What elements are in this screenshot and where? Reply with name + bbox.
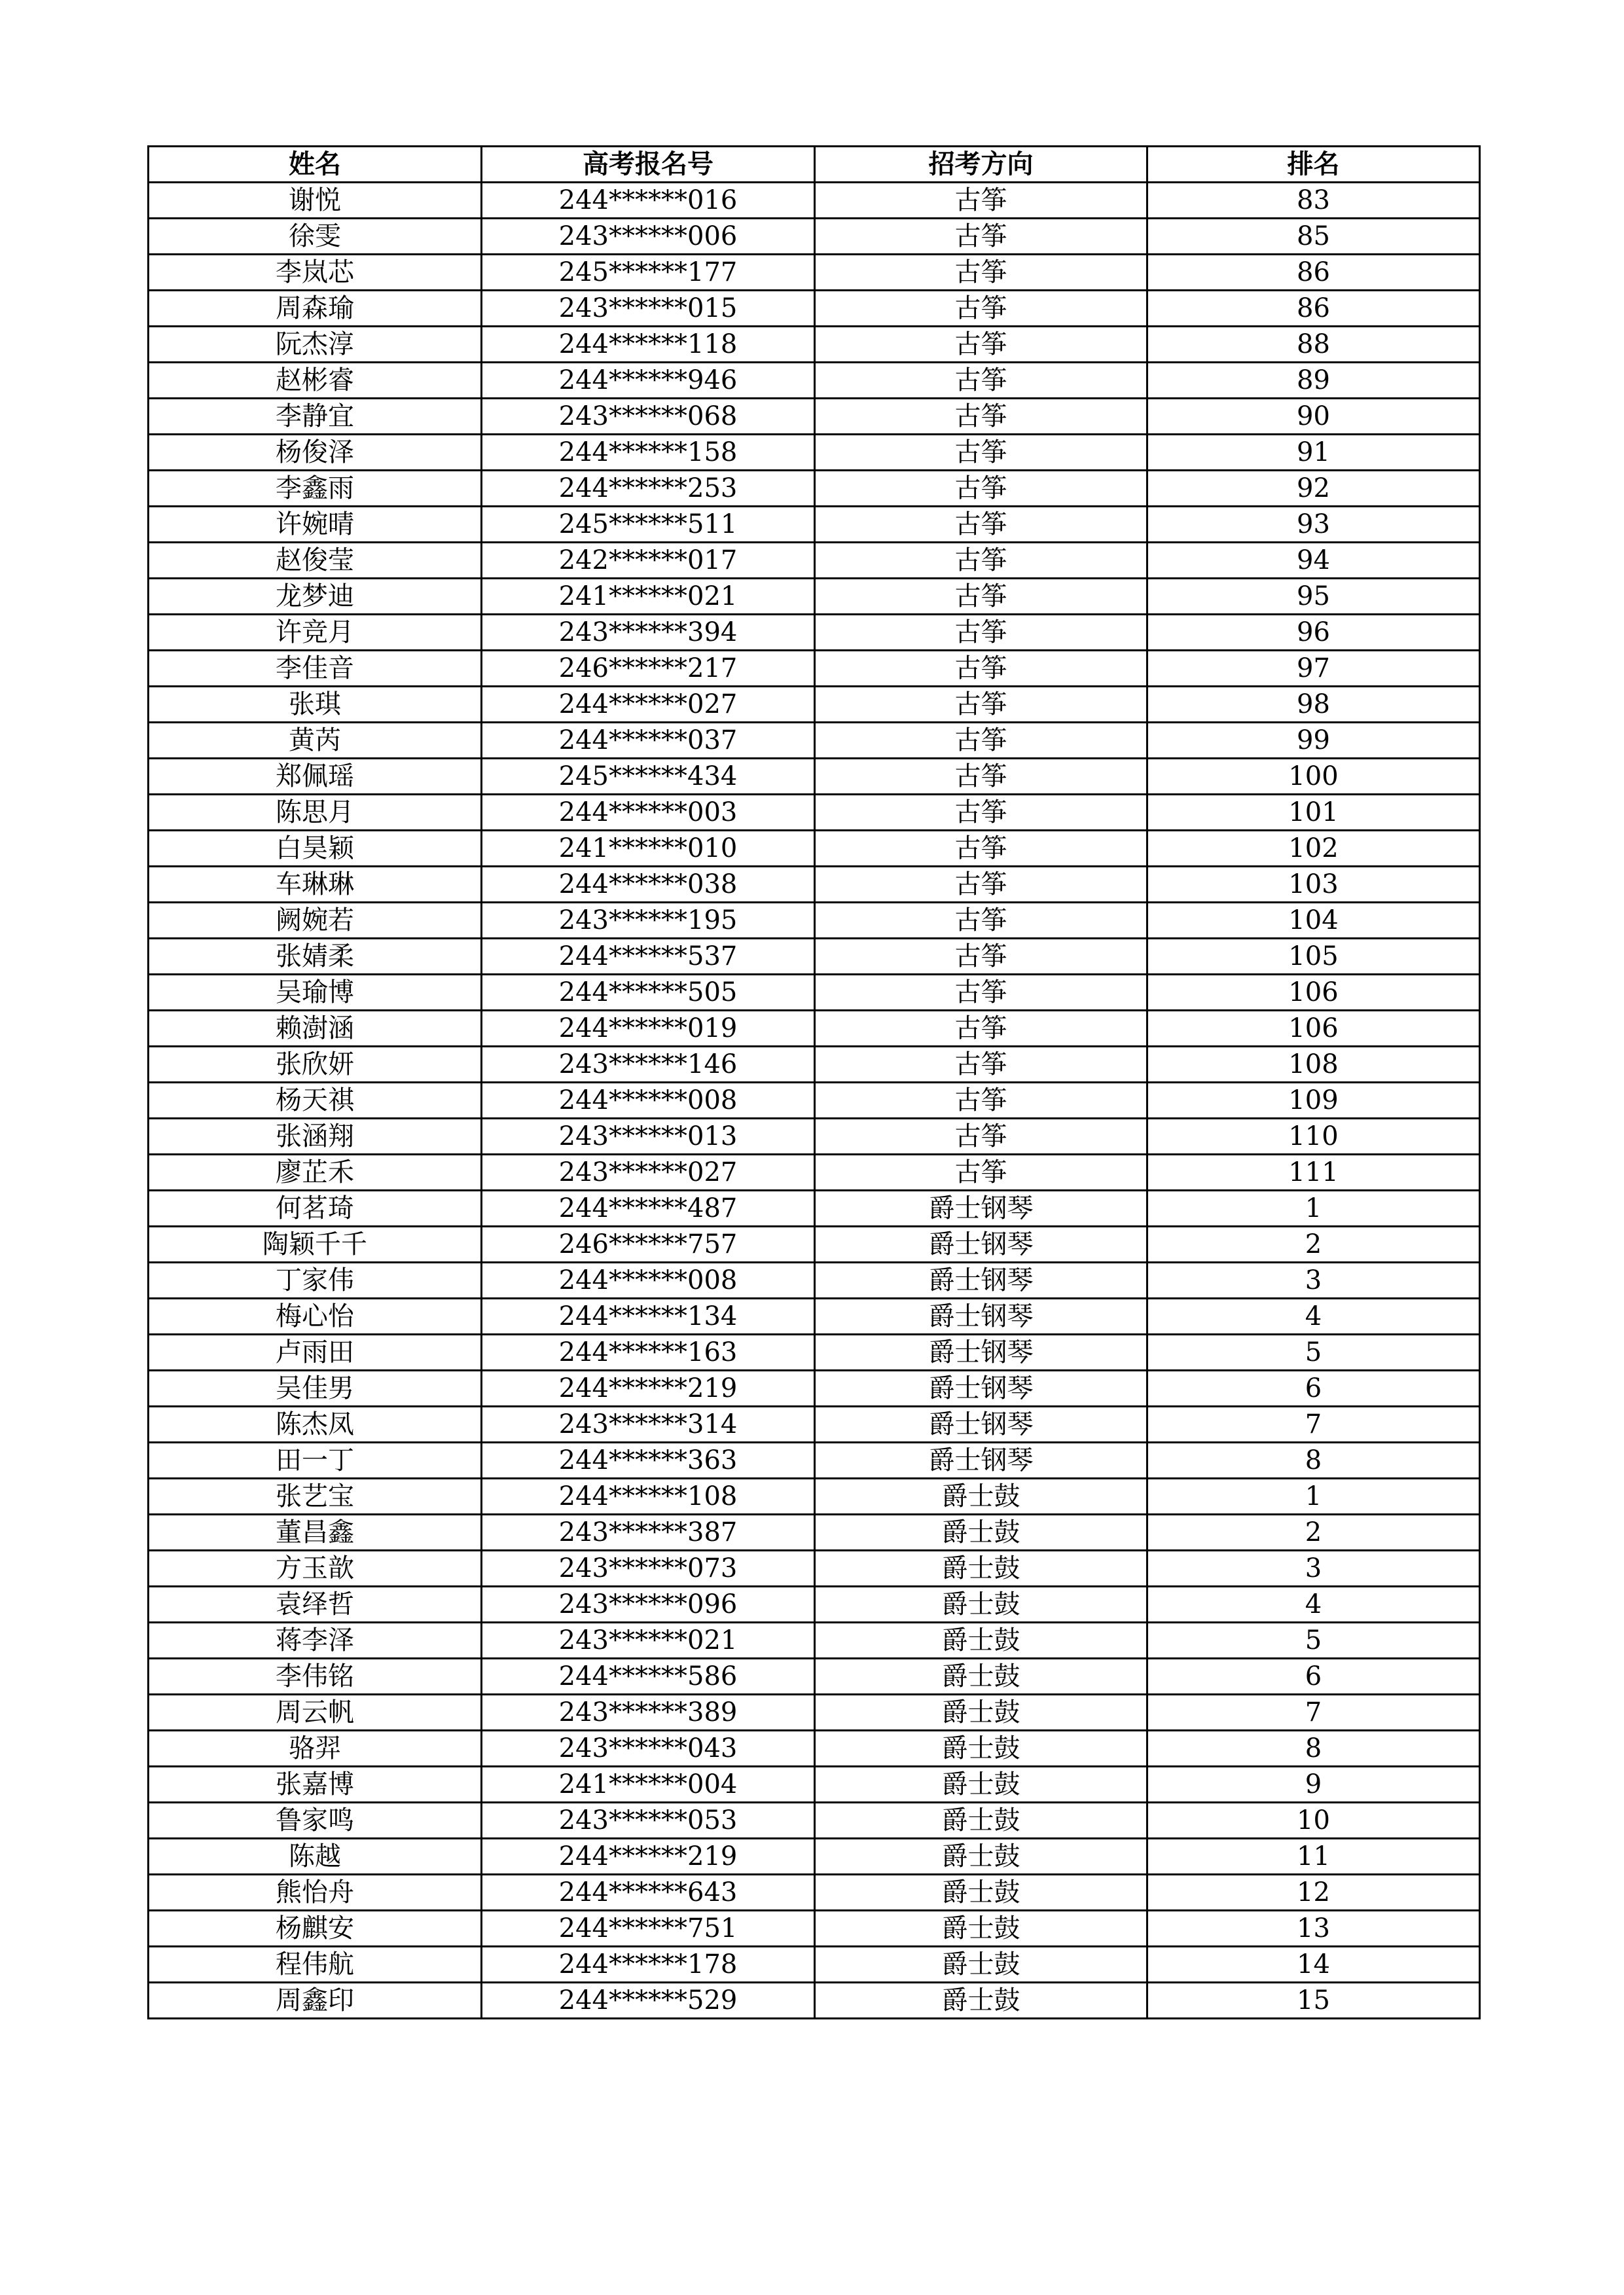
cell-direction: 古筝 — [815, 543, 1147, 579]
cell-rank: 105 — [1147, 939, 1480, 975]
table-row — [149, 543, 1480, 579]
cell-direction: 古筝 — [815, 363, 1147, 399]
table-row — [149, 327, 1480, 363]
cell-registration-number: 244******253 — [482, 471, 815, 507]
cell-rank: 102 — [1147, 831, 1480, 867]
header-name: 姓名 — [149, 147, 482, 183]
cell-name: 许婉晴 — [149, 507, 482, 543]
cell-name: 杨天祺 — [149, 1083, 482, 1119]
cell-registration-number: 244******027 — [482, 687, 815, 723]
table-row — [149, 1875, 1480, 1911]
cell-rank: 15 — [1147, 1983, 1480, 2019]
cell-rank: 98 — [1147, 687, 1480, 723]
cell-registration-number: 244******487 — [482, 1191, 815, 1227]
cell-registration-number: 241******021 — [482, 579, 815, 615]
cell-direction: 古筝 — [815, 939, 1147, 975]
cell-name: 陈越 — [149, 1839, 482, 1875]
cell-direction: 古筝 — [815, 867, 1147, 903]
cell-registration-number: 241******010 — [482, 831, 815, 867]
cell-direction: 古筝 — [815, 1047, 1147, 1083]
cell-direction: 古筝 — [815, 507, 1147, 543]
cell-name: 杨俊泽 — [149, 435, 482, 471]
cell-rank: 89 — [1147, 363, 1480, 399]
table-row — [149, 507, 1480, 543]
cell-name: 熊怡舟 — [149, 1875, 482, 1911]
cell-registration-number: 244******118 — [482, 327, 815, 363]
table-row — [149, 795, 1480, 831]
cell-registration-number: 243******096 — [482, 1587, 815, 1623]
cell-rank: 85 — [1147, 219, 1480, 255]
table-row — [149, 1803, 1480, 1839]
table-row — [149, 1731, 1480, 1767]
cell-rank: 1 — [1147, 1191, 1480, 1227]
cell-registration-number: 243******389 — [482, 1695, 815, 1731]
cell-registration-number: 243******314 — [482, 1407, 815, 1443]
cell-registration-number: 244******537 — [482, 939, 815, 975]
cell-name: 陈杰凤 — [149, 1407, 482, 1443]
cell-name: 李佳音 — [149, 651, 482, 687]
cell-rank: 88 — [1147, 327, 1480, 363]
table-row — [149, 1443, 1480, 1479]
table-row — [149, 1407, 1480, 1443]
table-row — [149, 1695, 1480, 1731]
cell-registration-number: 244******016 — [482, 183, 815, 219]
cell-name: 吴瑜博 — [149, 975, 482, 1011]
cell-rank: 95 — [1147, 579, 1480, 615]
cell-rank: 13 — [1147, 1911, 1480, 1947]
cell-rank: 5 — [1147, 1335, 1480, 1371]
table-row — [149, 903, 1480, 939]
table-row — [149, 1263, 1480, 1299]
cell-name: 方玉歆 — [149, 1551, 482, 1587]
cell-direction: 爵士鼓 — [815, 1767, 1147, 1803]
table-row — [149, 1191, 1480, 1227]
cell-direction: 古筝 — [815, 399, 1147, 435]
cell-direction: 古筝 — [815, 219, 1147, 255]
cell-rank: 103 — [1147, 867, 1480, 903]
cell-rank: 111 — [1147, 1155, 1480, 1191]
cell-rank: 100 — [1147, 759, 1480, 795]
table-row — [149, 219, 1480, 255]
cell-direction: 古筝 — [815, 831, 1147, 867]
cell-rank: 3 — [1147, 1551, 1480, 1587]
cell-direction: 古筝 — [815, 903, 1147, 939]
cell-name: 张艺宝 — [149, 1479, 482, 1515]
table-row — [149, 291, 1480, 327]
cell-name: 杨麒安 — [149, 1911, 482, 1947]
cell-direction: 爵士鼓 — [815, 1731, 1147, 1767]
cell-rank: 83 — [1147, 183, 1480, 219]
cell-registration-number: 244******643 — [482, 1875, 815, 1911]
cell-rank: 96 — [1147, 615, 1480, 651]
cell-rank: 5 — [1147, 1623, 1480, 1659]
table-row — [149, 1515, 1480, 1551]
cell-direction: 爵士钢琴 — [815, 1191, 1147, 1227]
cell-direction: 古筝 — [815, 435, 1147, 471]
cell-rank: 101 — [1147, 795, 1480, 831]
table-header — [149, 147, 1480, 183]
cell-name: 李伟铭 — [149, 1659, 482, 1695]
cell-name: 周云帆 — [149, 1695, 482, 1731]
cell-name: 张嘉博 — [149, 1767, 482, 1803]
cell-registration-number: 243******146 — [482, 1047, 815, 1083]
table-row — [149, 1119, 1480, 1155]
table-row — [149, 1011, 1480, 1047]
cell-name: 李鑫雨 — [149, 471, 482, 507]
cell-name: 徐雯 — [149, 219, 482, 255]
cell-registration-number: 244******108 — [482, 1479, 815, 1515]
table-row — [149, 975, 1480, 1011]
cell-rank: 91 — [1147, 435, 1480, 471]
table-row — [149, 615, 1480, 651]
cell-rank: 106 — [1147, 1011, 1480, 1047]
cell-name: 赵俊莹 — [149, 543, 482, 579]
cell-registration-number: 244******219 — [482, 1371, 815, 1407]
cell-direction: 爵士钢琴 — [815, 1299, 1147, 1335]
cell-registration-number: 246******757 — [482, 1227, 815, 1263]
cell-name: 李静宜 — [149, 399, 482, 435]
cell-registration-number: 244******037 — [482, 723, 815, 759]
cell-rank: 109 — [1147, 1083, 1480, 1119]
cell-direction: 爵士鼓 — [815, 1479, 1147, 1515]
cell-name: 廖芷禾 — [149, 1155, 482, 1191]
table-row — [149, 1227, 1480, 1263]
cell-registration-number: 243******195 — [482, 903, 815, 939]
cell-direction: 古筝 — [815, 975, 1147, 1011]
cell-rank: 93 — [1147, 507, 1480, 543]
cell-name: 张婧柔 — [149, 939, 482, 975]
cell-registration-number: 244******586 — [482, 1659, 815, 1695]
cell-direction: 古筝 — [815, 723, 1147, 759]
cell-name: 赖澍涵 — [149, 1011, 482, 1047]
cell-rank: 86 — [1147, 291, 1480, 327]
cell-direction: 古筝 — [815, 471, 1147, 507]
table-row — [149, 183, 1480, 219]
cell-registration-number: 243******021 — [482, 1623, 815, 1659]
table-row — [149, 1083, 1480, 1119]
cell-rank: 9 — [1147, 1767, 1480, 1803]
cell-direction: 爵士钢琴 — [815, 1263, 1147, 1299]
cell-registration-number: 243******068 — [482, 399, 815, 435]
ranking-table — [147, 145, 1481, 2019]
cell-direction: 爵士钢琴 — [815, 1407, 1147, 1443]
cell-direction: 爵士鼓 — [815, 1623, 1147, 1659]
cell-name: 黄芮 — [149, 723, 482, 759]
cell-registration-number: 245******434 — [482, 759, 815, 795]
cell-name: 阮杰淳 — [149, 327, 482, 363]
cell-rank: 110 — [1147, 1119, 1480, 1155]
table-row — [149, 1479, 1480, 1515]
cell-direction: 爵士鼓 — [815, 1839, 1147, 1875]
cell-name: 周鑫印 — [149, 1983, 482, 2019]
cell-rank: 7 — [1147, 1407, 1480, 1443]
cell-rank: 104 — [1147, 903, 1480, 939]
cell-registration-number: 244******158 — [482, 435, 815, 471]
table-row — [149, 471, 1480, 507]
cell-direction: 爵士鼓 — [815, 1695, 1147, 1731]
cell-direction: 古筝 — [815, 1083, 1147, 1119]
header-registration-number: 高考报名号 — [482, 147, 815, 183]
cell-registration-number: 243******027 — [482, 1155, 815, 1191]
cell-registration-number: 244******008 — [482, 1263, 815, 1299]
cell-rank: 2 — [1147, 1515, 1480, 1551]
table-row — [149, 687, 1480, 723]
table-row — [149, 1911, 1480, 1947]
cell-rank: 8 — [1147, 1443, 1480, 1479]
table-body — [149, 183, 1480, 2019]
cell-direction: 古筝 — [815, 687, 1147, 723]
cell-rank: 94 — [1147, 543, 1480, 579]
cell-name: 张涵翔 — [149, 1119, 482, 1155]
cell-direction: 古筝 — [815, 579, 1147, 615]
cell-direction: 古筝 — [815, 651, 1147, 687]
table-row — [149, 255, 1480, 291]
cell-rank: 4 — [1147, 1587, 1480, 1623]
cell-direction: 爵士钢琴 — [815, 1227, 1147, 1263]
cell-direction: 爵士鼓 — [815, 1947, 1147, 1983]
table-row — [149, 399, 1480, 435]
cell-rank: 106 — [1147, 975, 1480, 1011]
cell-direction: 古筝 — [815, 795, 1147, 831]
cell-name: 丁家伟 — [149, 1263, 482, 1299]
cell-direction: 爵士鼓 — [815, 1911, 1147, 1947]
cell-rank: 4 — [1147, 1299, 1480, 1335]
table-row — [149, 1659, 1480, 1695]
table-row — [149, 651, 1480, 687]
cell-registration-number: 245******511 — [482, 507, 815, 543]
cell-rank: 6 — [1147, 1371, 1480, 1407]
header-row — [149, 147, 1480, 183]
cell-registration-number: 244******134 — [482, 1299, 815, 1335]
cell-direction: 古筝 — [815, 1155, 1147, 1191]
cell-direction: 爵士鼓 — [815, 1515, 1147, 1551]
cell-rank: 6 — [1147, 1659, 1480, 1695]
cell-direction: 爵士鼓 — [815, 1551, 1147, 1587]
table-row — [149, 867, 1480, 903]
cell-name: 骆羿 — [149, 1731, 482, 1767]
cell-registration-number: 244******019 — [482, 1011, 815, 1047]
cell-registration-number: 242******017 — [482, 543, 815, 579]
table-row — [149, 1047, 1480, 1083]
table-row — [149, 759, 1480, 795]
header-rank: 排名 — [1147, 147, 1480, 183]
cell-name: 郑佩瑶 — [149, 759, 482, 795]
table-row — [149, 1947, 1480, 1983]
table-row — [149, 831, 1480, 867]
table-row — [149, 1767, 1480, 1803]
table-row — [149, 1155, 1480, 1191]
table-row — [149, 1587, 1480, 1623]
cell-rank: 86 — [1147, 255, 1480, 291]
cell-name: 李岚芯 — [149, 255, 482, 291]
cell-direction: 爵士鼓 — [815, 1803, 1147, 1839]
cell-registration-number: 246******217 — [482, 651, 815, 687]
cell-name: 鲁家鸣 — [149, 1803, 482, 1839]
cell-rank: 8 — [1147, 1731, 1480, 1767]
cell-direction: 古筝 — [815, 1011, 1147, 1047]
table-row — [149, 1839, 1480, 1875]
table-row — [149, 1299, 1480, 1335]
cell-registration-number: 243******053 — [482, 1803, 815, 1839]
cell-name: 许竞月 — [149, 615, 482, 651]
cell-direction: 古筝 — [815, 255, 1147, 291]
cell-registration-number: 244******946 — [482, 363, 815, 399]
cell-direction: 古筝 — [815, 327, 1147, 363]
cell-rank: 90 — [1147, 399, 1480, 435]
cell-rank: 92 — [1147, 471, 1480, 507]
cell-direction: 爵士钢琴 — [815, 1335, 1147, 1371]
cell-name: 陈思月 — [149, 795, 482, 831]
cell-direction: 爵士钢琴 — [815, 1371, 1147, 1407]
cell-direction: 古筝 — [815, 183, 1147, 219]
cell-registration-number: 244******003 — [482, 795, 815, 831]
cell-rank: 1 — [1147, 1479, 1480, 1515]
cell-direction: 古筝 — [815, 615, 1147, 651]
cell-name: 田一丁 — [149, 1443, 482, 1479]
cell-registration-number: 244******008 — [482, 1083, 815, 1119]
cell-name: 何茗琦 — [149, 1191, 482, 1227]
cell-registration-number: 243******015 — [482, 291, 815, 327]
cell-direction: 爵士鼓 — [815, 1875, 1147, 1911]
table-row — [149, 1335, 1480, 1371]
cell-rank: 3 — [1147, 1263, 1480, 1299]
cell-rank: 12 — [1147, 1875, 1480, 1911]
cell-direction: 古筝 — [815, 291, 1147, 327]
cell-rank: 99 — [1147, 723, 1480, 759]
cell-direction: 古筝 — [815, 759, 1147, 795]
cell-name: 董昌鑫 — [149, 1515, 482, 1551]
cell-registration-number: 243******043 — [482, 1731, 815, 1767]
cell-registration-number: 244******038 — [482, 867, 815, 903]
cell-name: 蒋李泽 — [149, 1623, 482, 1659]
cell-name: 赵彬睿 — [149, 363, 482, 399]
cell-rank: 2 — [1147, 1227, 1480, 1263]
cell-registration-number: 244******529 — [482, 1983, 815, 2019]
table-row — [149, 1623, 1480, 1659]
cell-direction: 爵士钢琴 — [815, 1443, 1147, 1479]
cell-registration-number: 243******013 — [482, 1119, 815, 1155]
table-row — [149, 939, 1480, 975]
cell-name: 龙梦迪 — [149, 579, 482, 615]
cell-name: 吴佳男 — [149, 1371, 482, 1407]
cell-registration-number: 244******505 — [482, 975, 815, 1011]
cell-rank: 14 — [1147, 1947, 1480, 1983]
cell-name: 袁绎哲 — [149, 1587, 482, 1623]
cell-name: 张欣妍 — [149, 1047, 482, 1083]
cell-direction: 古筝 — [815, 1119, 1147, 1155]
cell-rank: 10 — [1147, 1803, 1480, 1839]
cell-rank: 11 — [1147, 1839, 1480, 1875]
cell-name: 张琪 — [149, 687, 482, 723]
cell-rank: 108 — [1147, 1047, 1480, 1083]
cell-name: 梅心怡 — [149, 1299, 482, 1335]
cell-name: 白昊颖 — [149, 831, 482, 867]
table-row — [149, 1983, 1480, 2019]
cell-registration-number: 244******363 — [482, 1443, 815, 1479]
cell-direction: 爵士鼓 — [815, 1983, 1147, 2019]
cell-registration-number: 244******163 — [482, 1335, 815, 1371]
cell-name: 卢雨田 — [149, 1335, 482, 1371]
cell-registration-number: 244******751 — [482, 1911, 815, 1947]
cell-rank: 97 — [1147, 651, 1480, 687]
cell-registration-number: 243******073 — [482, 1551, 815, 1587]
cell-registration-number: 243******394 — [482, 615, 815, 651]
cell-registration-number: 243******387 — [482, 1515, 815, 1551]
cell-name: 周森瑜 — [149, 291, 482, 327]
cell-direction: 爵士鼓 — [815, 1587, 1147, 1623]
cell-name: 阙婉若 — [149, 903, 482, 939]
cell-name: 陶颖千千 — [149, 1227, 482, 1263]
cell-name: 程伟航 — [149, 1947, 482, 1983]
cell-registration-number: 244******178 — [482, 1947, 815, 1983]
cell-registration-number: 241******004 — [482, 1767, 815, 1803]
table-row — [149, 579, 1480, 615]
cell-name: 车琳琳 — [149, 867, 482, 903]
cell-registration-number: 243******006 — [482, 219, 815, 255]
table-row — [149, 1371, 1480, 1407]
cell-registration-number: 244******219 — [482, 1839, 815, 1875]
table-row — [149, 363, 1480, 399]
table-row — [149, 435, 1480, 471]
table-row — [149, 723, 1480, 759]
table-row — [149, 1551, 1480, 1587]
cell-direction: 爵士鼓 — [815, 1659, 1147, 1695]
cell-name: 谢悦 — [149, 183, 482, 219]
cell-rank: 7 — [1147, 1695, 1480, 1731]
header-direction: 招考方向 — [815, 147, 1147, 183]
cell-registration-number: 245******177 — [482, 255, 815, 291]
